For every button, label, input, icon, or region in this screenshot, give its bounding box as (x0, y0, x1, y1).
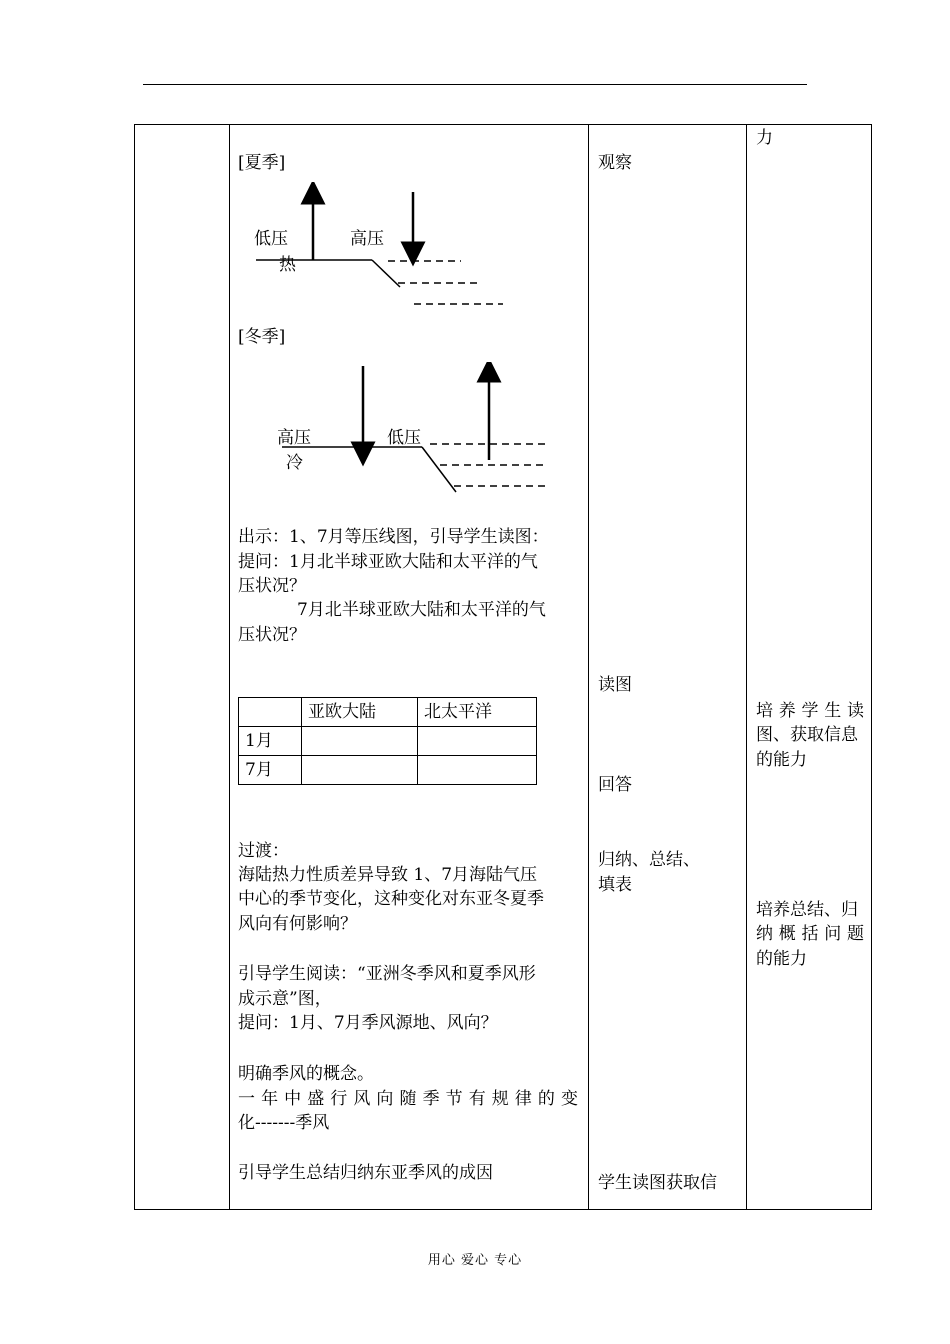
summer-slope-line (372, 260, 400, 287)
transition-line2: 中心的季节变化，这种变化对东亚冬夏季 (238, 889, 544, 909)
definition-line1: 一年中盛行风向随季节有规律的变 (238, 1089, 578, 1109)
goal2-line3: 的能力 (756, 949, 807, 969)
table-cell (302, 727, 418, 756)
transition-line3: 风向有何影响？ (238, 914, 357, 934)
summarize-line2: 填表 (598, 875, 632, 895)
ability-top-text: 力 (756, 128, 773, 148)
transition-label: 过渡： (238, 841, 289, 861)
winter-high-label: 高压 (277, 428, 311, 448)
winter-label: [冬季] (238, 327, 286, 347)
observe-text: 观察 (598, 153, 632, 173)
table-header-cell: 亚欧大陆 (302, 698, 418, 727)
goal1-line2: 图、获取信息 (756, 725, 858, 745)
summer-pressure-diagram (248, 182, 518, 312)
guide-reading-line3: 提问：1月、7月季风源地、风向？ (238, 1013, 498, 1033)
question-july-line2: 压状况？ (238, 625, 306, 645)
table-cell (302, 756, 418, 785)
read-map-text: 读图 (598, 675, 632, 695)
question-january-line1: 提问：1月北半球亚欧大陆和太平洋的气 (238, 552, 538, 572)
summer-high-label: 高压 (350, 229, 384, 249)
column-divider-1 (229, 124, 230, 1210)
winter-cold-label: 冷 (286, 453, 303, 473)
goal1-line1: 培养学生读 (756, 701, 864, 721)
winter-pressure-diagram (270, 362, 550, 494)
goal2-line2: 纳概括问题 (756, 924, 864, 944)
column-divider-2 (588, 124, 589, 1210)
summarize-line1: 归纳、总结、 (598, 850, 700, 870)
table-row (239, 698, 537, 727)
concept-line: 明确季风的概念。 (238, 1064, 374, 1084)
table-month-cell: 1月 (239, 727, 302, 756)
column-divider-3 (746, 124, 747, 1210)
table-row (239, 756, 537, 785)
guide-reading-line1: 引导学生阅读：“亚洲冬季风和夏季风形 (238, 964, 536, 984)
summary-line: 引导学生总结归纳东亚季风的成因 (238, 1163, 493, 1183)
definition-line2: 化-------季风 (238, 1113, 330, 1133)
winter-low-label: 低压 (387, 428, 421, 448)
transition-line1: 海陆热力性质差异导致 1、7月海陆气压 (238, 865, 538, 885)
table-header-cell: 北太平洋 (418, 698, 537, 727)
winter-slope-line (422, 447, 456, 492)
goal1-line3: 的能力 (756, 750, 807, 770)
table-cell (418, 727, 537, 756)
question-july-line1: 7月北半球亚欧大陆和太平洋的气 (297, 600, 546, 620)
table-row (239, 727, 537, 756)
read-info-text: 学生读图获取信 (598, 1173, 717, 1193)
goal2-line1: 培养总结、归 (756, 900, 858, 920)
summer-hot-label: 热 (279, 255, 296, 275)
pressure-fill-table (238, 697, 537, 785)
answer-text: 回答 (598, 775, 632, 795)
table-header-cell (239, 698, 302, 727)
page-footer: 用心 爱心 专心 (427, 1253, 523, 1268)
table-cell (418, 756, 537, 785)
guide-reading-line2: 成示意”图， (238, 989, 332, 1009)
header-rule (143, 84, 807, 85)
show-map-line: 出示：1、7月等压线图，引导学生读图： (238, 527, 549, 547)
table-month-cell: 7月 (239, 756, 302, 785)
summer-label: [夏季] (238, 153, 286, 173)
question-january-line2: 压状况？ (238, 576, 306, 596)
summer-low-label: 低压 (254, 229, 288, 249)
